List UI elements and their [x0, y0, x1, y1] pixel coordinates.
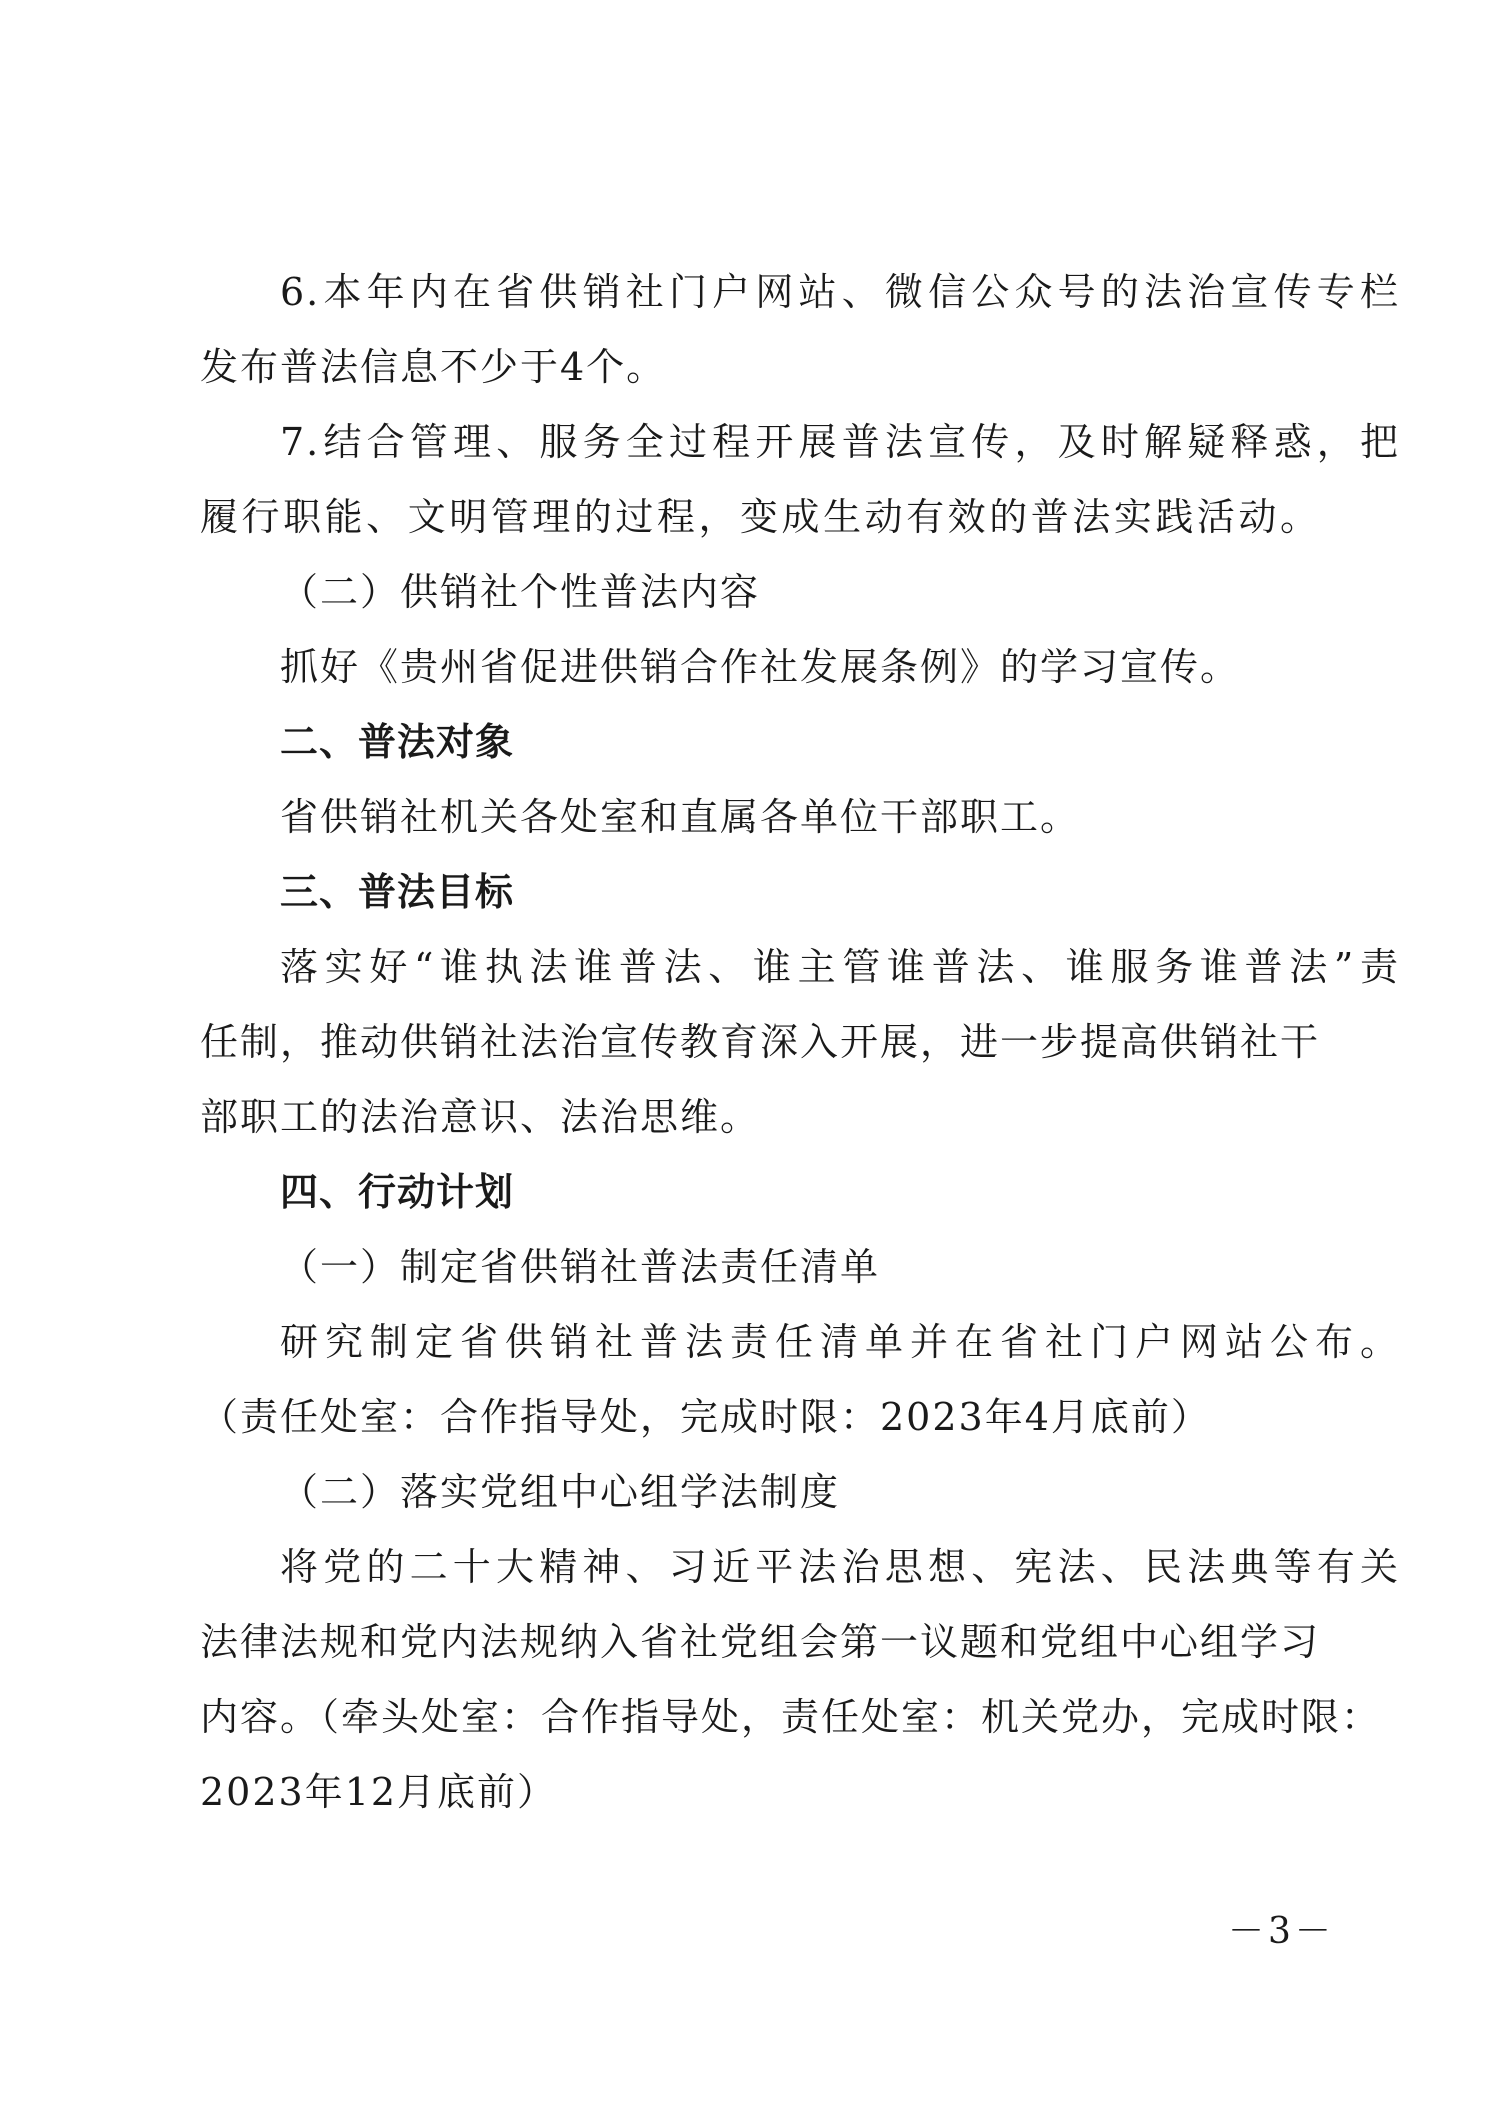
section-heading: 三、普法目标	[280, 870, 515, 914]
subsection-heading: （二）供销社个性普法内容	[280, 570, 761, 614]
paragraph-line: 抓好《贵州省促进供销合作社发展条例》的学习宣传。	[280, 645, 1241, 689]
paragraph-line: 内容。（牵头处室：合作指导处，责任处室：机关党办，完成时限：	[200, 1695, 1382, 1739]
paragraph-line: 发布普法信息不少于4个。	[200, 345, 667, 389]
paragraph-line: 法律法规和党内法规纳入省社党组会第一议题和党组中心组学习	[200, 1620, 1321, 1664]
page-number: －3－	[1228, 1911, 1335, 1952]
paragraph-line: 研究制定省供销社普法责任清单并在省社门户网站公布。	[280, 1320, 1400, 1364]
paragraph-line: 部职工的法治意识、法治思维。	[200, 1095, 761, 1139]
paragraph-line: 履行职能、文明管理的过程，变成生动有效的普法实践活动。	[200, 495, 1320, 539]
paragraph-line: 2023年12月底前）	[200, 1770, 558, 1814]
section-heading: 四、行动计划	[280, 1170, 515, 1214]
paragraph-line: （责任处室：合作指导处，完成时限：2023年4月底前）	[200, 1395, 1211, 1439]
paragraph-line: 省供销社机关各处室和直属各单位干部职工。	[280, 795, 1081, 839]
paragraph-line: 任制，推动供销社法治宣传教育深入开展，进一步提高供销社干	[200, 1020, 1321, 1064]
section-heading: 二、普法对象	[280, 720, 515, 764]
paragraph-line: 将党的二十大精神、习近平法治思想、宪法、民法典等有关	[280, 1545, 1400, 1589]
paragraph-line: 落实好“谁执法谁普法、谁主管谁普法、谁服务谁普法”责	[280, 945, 1400, 989]
subsection-heading: （一）制定省供销社普法责任清单	[280, 1245, 881, 1289]
subsection-heading: （二）落实党组中心组学法制度	[280, 1470, 841, 1514]
paragraph-line: 6.本年内在省供销社门户网站、微信公众号的法治宣传专栏	[280, 270, 1400, 314]
paragraph-line: 7.结合管理、服务全过程开展普法宣传，及时解疑释惑，把	[280, 420, 1400, 464]
